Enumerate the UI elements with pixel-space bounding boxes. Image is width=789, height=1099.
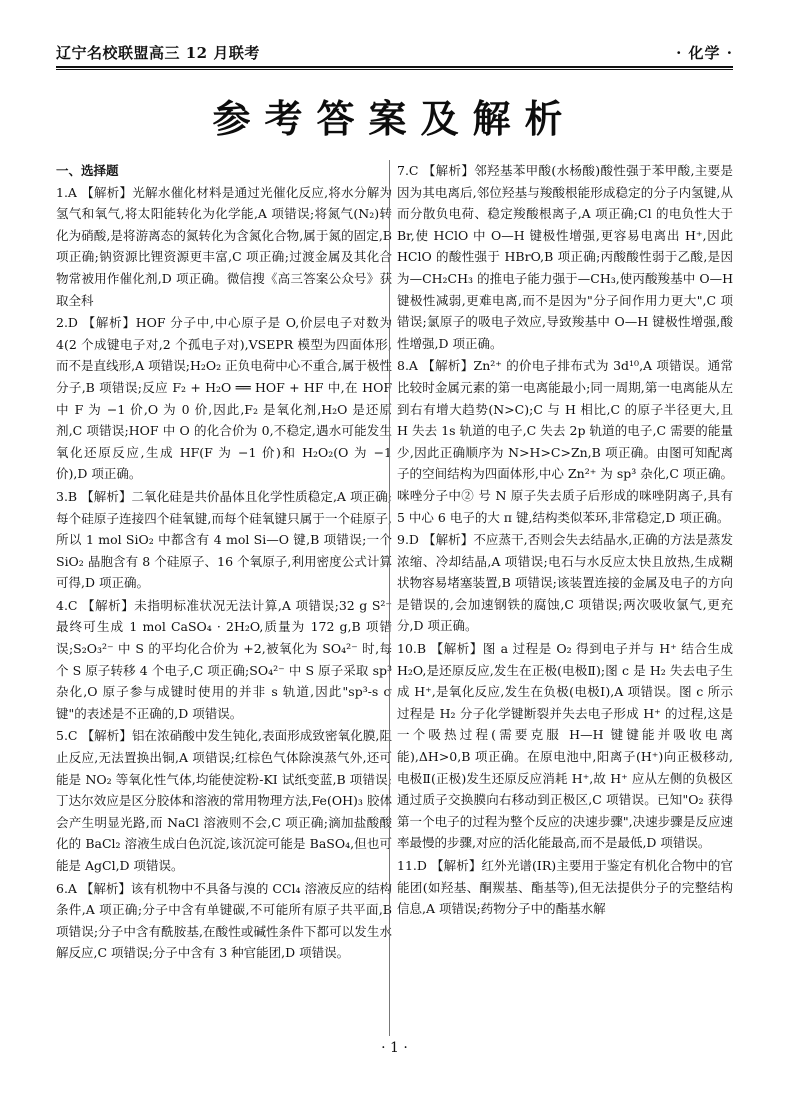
exam-name: 辽宁名校联盟高三 12 月联考 — [56, 44, 260, 62]
section-heading: 一、选择题 — [56, 163, 119, 178]
answer-item-5: 5.C 【解析】铝在浓硝酸中发生钝化,表面形成致密氧化膜,阻止反应,无法置换出铜,A 项错误;红棕色气体除溴蒸气外,还可能是 NO₂ 等氧化性气体,均能使淀粉-KI 试纸变蓝,B 项错误;丁达尔效应是区分胶体和溶液的常用物理方法,Fe(OH)₃ 胶体会产生明显光路,而 NaCl 溶液则不会,C 项正确;滴加盐酸酸化的 BaCl₂ 溶液生成白色沉淀,该沉淀可能是 BaSO₄,但也可能是 AgCl,D 项错误。 — [56, 728, 392, 873]
answer-item-3: 3.B 【解析】二氧化硅是共价晶体且化学性质稳定,A 项正确;每个硅原子连接四个硅氧键,而每个硅氧键只属于一个硅原子,所以 1 mol SiO₂ 中都含有 4 mol Si—O 键,B 项错误;一个 SiO₂ 晶胞含有 8 个硅原子、16 个氧原子,利用密度公式计算可得,D 项正确。 — [56, 488, 392, 591]
answer-item-1: 1.A 【解析】光解水催化材料是通过光催化反应,将水分解为氢气和氧气,将太阳能转化为化学能,A 项错误;将氮气(N₂)转化为硝酸,是将游离态的氮转化为含氮化合物,属于氮的固定,B 项正确;钠资源比锂资源更丰富,C 项正确;过渡金属及其化合物常被用作催化剂,D 项正确。微信搜《高三答案公众号》获取全科 — [56, 184, 392, 308]
column-divider — [389, 160, 390, 1036]
answer-item-8: 8.A 【解析】Zn²⁺ 的价电子排布式为 3d¹⁰,A 项错误。通常比较时金属元素的第一电离能最小;同一周期,第一电离能从左到右有增大趋势(N>C);C 与 H 相比,C 的原子半径更大,且 H 失去 1s 轨道的电子,C 失去 2p 轨道的电子,C 需要的能量少,因此正确顺序为 N>H>C>Zn,B 项正确。由图可知配离子的空间结构为四面体形,中心 Zn²⁺ 为 sp³ 杂化,C 项正确。咪唑分子中② 号 N 原子失去质子后形成的咪唑阴离子,具有 5 中心 6 电子的大 π 键,结构类似苯环,非常稳定,D 项正确。 — [397, 358, 733, 525]
right-column — [397, 160, 733, 921]
subject-label: · 化学 · — [676, 44, 733, 62]
header-rule — [56, 66, 733, 68]
left-column — [56, 160, 392, 965]
page-title: 参考答案及解析 — [212, 97, 577, 141]
answer-item-4: 4.C 【解析】未指明标准状况无法计算,A 项错误;32 g S²⁻ 最终可生成 1 mol CaSO₄ · 2H₂O,质量为 172 g,B 项错误;S₂O₃²⁻ 中 S 的平均化合价为 +2,被氧化为 SO₄²⁻ 时,每个 S 原子转移 4 个电子,C 项正确;SO₄²⁻ 中 S 原子采取 sp³ 杂化,O 原子参与成键时使用的并非 s 轨道,因此"sp³-s σ 键"的表述是不正确的,D 项错误。 — [56, 597, 392, 721]
page-header — [56, 38, 733, 64]
answer-item-7: 7.C 【解析】邻羟基苯甲酸(水杨酸)酸性强于苯甲酸,主要是因为其电离后,邻位羟基与羧酸根能形成稳定的分子内氢键,从而分散负电荷、稳定羧酸根离子,A 项正确;Cl 的电负性大于 Br,使 HClO 中 O—H 键极性增强,更容易电离出 H⁺,因此 HClO 的酸性强于 HBrO,B 项正确;丙酸酸性弱于乙酸,是因为—CH₂CH₃ 的推电子能力强于—CH₃,使丙酸羧基中 O—H 键极性减弱,更难电离,而不是因为"分子间作用力更大",C 项错误;氯原子的吸电子效应,导致羧基中 O—H 键极性增强,酸性增强,D 项正确。 — [397, 163, 733, 351]
answer-item-11: 11.D 【解析】红外光谱(IR)主要用于鉴定有机化合物中的官能团(如羟基、酮羰基、酯基等),但无法提供分子的完整结构信息,A 项错误;药物分子中的酯基水解 — [397, 858, 733, 917]
answer-item-10: 10.B 【解析】图 a 过程是 O₂ 得到电子并与 H⁺ 结合生成 H₂O,是还原反应,发生在正极(电极Ⅱ);图 c 是 H₂ 失去电子生成 H⁺,是氧化反应,发生在负极(电极Ⅰ),A 项错误。图 c 所示过程是 H₂ 分子化学键断裂并失去电子形成 H⁺ 的过程,这是一个吸热过程(需要克服 H—H 键键能并吸收电离能),ΔH>0,B 项正确。在原电池中,阳离子(H⁺)向正极移动,电极Ⅱ(正极)发生还原反应消耗 H⁺,故 H⁺ 应从左侧的负极区通过质子交换膜向右移动到正极区,C 项错误。已知"O₂ 获得第一个电子的过程为整个反应的决速步骤",决速步骤是反应速率最慢的步骤,对应的活化能最高,而不是最低,D 项错误。 — [397, 641, 733, 851]
answer-item-6: 6.A 【解析】该有机物中不具备与溴的 CCl₄ 溶液反应的结构条件,A 项正确;分子中含有单键碳,不可能所有原子共平面,B 项错误;分子中含有酰胺基,在酸性或碱性条件下都可以发生水解反应,C 项错误;分子中含有 3 种官能团,D 项错误。 — [56, 880, 393, 961]
header-rule-thin — [56, 69, 733, 70]
page-number: · 1 · — [381, 1040, 408, 1056]
answer-item-9: 9.D 【解析】不应蒸干,否则会失去结晶水,正确的方法是蒸发浓缩、冷却结晶,A 项错误;电石与水反应太快且放热,生成糊状物容易堵塞装置,B 项错误;该装置连接的金属及电子的方向是错误的,会加速钢铁的腐蚀,C 项错误;两次吸收氯气,更充分,D 项正确。 — [397, 532, 733, 634]
answer-item-2: 2.D 【解析】HOF 分子中,中心原子是 O,价层电子对数为 4(2 个成键电子对,2 个孤电子对),VSEPR 模型为四面体形,而不是直线形,A 项错误;H₂O₂ 正负电荷中心不重合,属于极性分子,B 项错误;反应 F₂ + H₂O ══ HOF + HF 中,在 HOF 中 F 为 −1 价,O 为 0 价,因此,F₂ 是氧化剂,H₂O 是还原剂,C 项错误;HOF 中 O 的化合价为 0,不稳定,遇水可能发生氧化还原反应,生成 HF(F 为 −1 价)和 H₂O₂(O 为 −1 价),D 项正确。 — [56, 315, 392, 482]
